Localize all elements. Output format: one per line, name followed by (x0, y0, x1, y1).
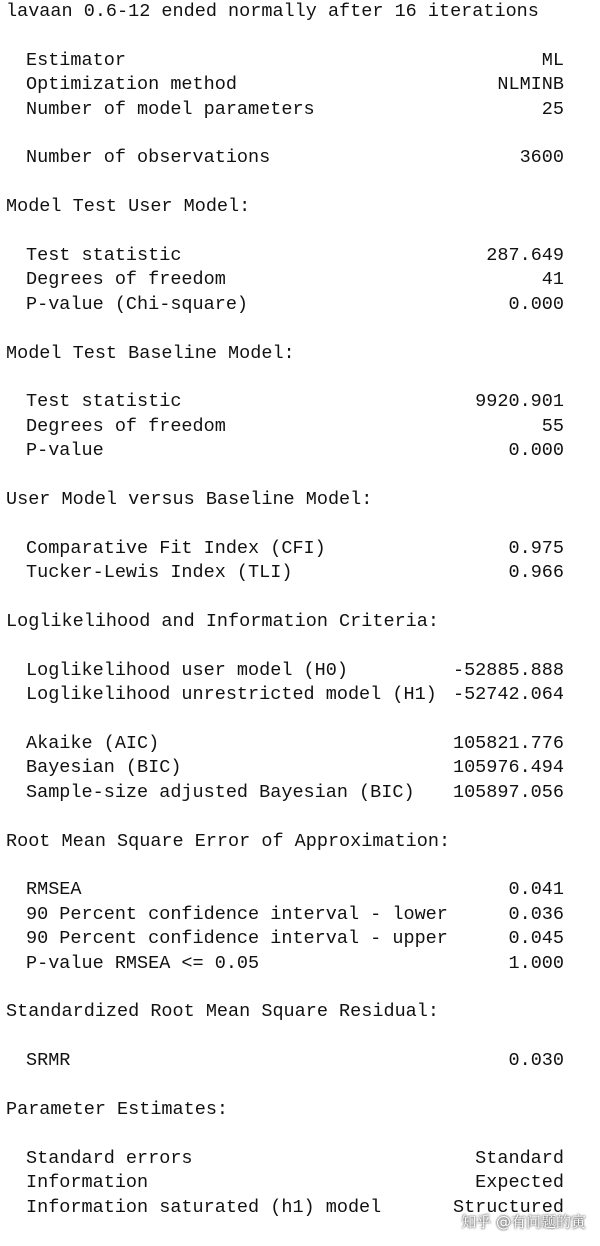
row-sabic (26, 781, 564, 805)
row-label: Information (26, 1172, 149, 1193)
row-label: Tucker-Lewis Index (TLI) (26, 562, 293, 583)
row-label: P-value (Chi-square) (26, 294, 249, 315)
row-srmr (26, 1049, 564, 1073)
row-value: NLMINB (497, 74, 564, 95)
row-value: 0.000 (508, 294, 564, 315)
row-label: P-value RMSEA <= 0.05 (26, 953, 260, 974)
row-value: 287.649 (486, 245, 564, 266)
row-value: 105821.776 (452, 733, 564, 754)
row-label: Test statistic (26, 245, 182, 266)
row-user-test-statistic (26, 244, 564, 268)
row-value: 0.966 (508, 562, 564, 583)
row-label: Information saturated (h1) model (26, 1197, 382, 1218)
row-estimator (26, 49, 564, 73)
row-user-p-value (26, 293, 564, 317)
row-value: -52742.064 (452, 684, 564, 705)
row-value: 25 (541, 99, 564, 120)
row-tli (26, 561, 564, 585)
row-value: Expected (475, 1172, 564, 1193)
row-label: Loglikelihood unrestricted model (H1) (26, 684, 437, 705)
row-value: Standard (475, 1148, 564, 1169)
row-information (26, 1171, 564, 1195)
row-label: Loglikelihood user model (H0) (26, 660, 348, 681)
row-value: 0.975 (508, 538, 564, 559)
row-value: Structured (452, 1197, 564, 1218)
row-label: SRMR (26, 1050, 71, 1071)
section-title-baseline: Model Test Baseline Model: (6, 343, 295, 364)
row-label: Number of model parameters (26, 99, 315, 120)
row-value: 55 (541, 416, 564, 437)
row-user-degrees-of-freedom (26, 268, 564, 292)
row-label: Comparative Fit Index (CFI) (26, 538, 326, 559)
row-rmsea (26, 878, 564, 902)
row-label: Akaike (AIC) (26, 733, 160, 754)
row-cfi (26, 537, 564, 561)
row-value: -52885.888 (452, 660, 564, 681)
section-title-user-model: Model Test User Model: (6, 196, 251, 217)
row-baseline-degrees-of-freedom (26, 415, 564, 439)
row-standard-errors (26, 1147, 564, 1171)
row-label: Estimator (26, 50, 126, 71)
row-label: RMSEA (26, 879, 82, 900)
row-label: Sample-size adjusted Bayesian (BIC) (26, 782, 415, 803)
row-label: 90 Percent confidence interval - lower (26, 904, 448, 925)
row-rmsea-pvalue (26, 952, 564, 976)
section-title-user-vs-baseline: User Model versus Baseline Model: (6, 489, 373, 510)
section-title-srmr: Standardized Root Mean Square Residual: (6, 1001, 439, 1022)
row-loglik-h1 (26, 683, 564, 707)
row-label: 90 Percent confidence interval - upper (26, 928, 448, 949)
row-value: 105897.056 (452, 782, 564, 803)
row-bic (26, 756, 564, 780)
watermark-text: 知乎 @有问题的寅 (461, 1213, 586, 1231)
row-optimization-method (26, 73, 564, 97)
row-value: 1.000 (508, 953, 564, 974)
row-value: 0.036 (508, 904, 564, 925)
row-label: Test statistic (26, 391, 182, 412)
row-number-of-parameters (26, 98, 564, 122)
row-label: Number of observations (26, 147, 271, 168)
row-label: Optimization method (26, 74, 237, 95)
row-aic (26, 732, 564, 756)
row-label: Standard errors (26, 1148, 193, 1169)
row-value: 0.000 (508, 440, 564, 461)
section-title-rmsea: Root Mean Square Error of Approximation: (6, 831, 451, 852)
row-label: Degrees of freedom (26, 269, 226, 290)
row-value: 3600 (519, 147, 564, 168)
row-rmsea-ci-lower (26, 903, 564, 927)
row-baseline-test-statistic (26, 390, 564, 414)
row-value: 0.045 (508, 928, 564, 949)
row-value: 41 (541, 269, 564, 290)
row-loglik-h0 (26, 659, 564, 683)
row-baseline-p-value (26, 439, 564, 463)
row-rmsea-ci-upper (26, 927, 564, 951)
row-label: Bayesian (BIC) (26, 757, 182, 778)
row-number-of-observations (26, 146, 564, 170)
row-value: 105976.494 (452, 757, 564, 778)
row-label: P-value (26, 440, 104, 461)
row-label: Degrees of freedom (26, 416, 226, 437)
section-title-params: Parameter Estimates: (6, 1099, 229, 1120)
row-value: 0.030 (508, 1050, 564, 1071)
output-header: lavaan 0.6-12 ended normally after 16 iterations (6, 1, 539, 22)
row-value: 0.041 (508, 879, 564, 900)
row-value: ML (541, 50, 564, 71)
section-title-loglik: Loglikelihood and Information Criteria: (6, 611, 439, 632)
row-value: 9920.901 (475, 391, 564, 412)
